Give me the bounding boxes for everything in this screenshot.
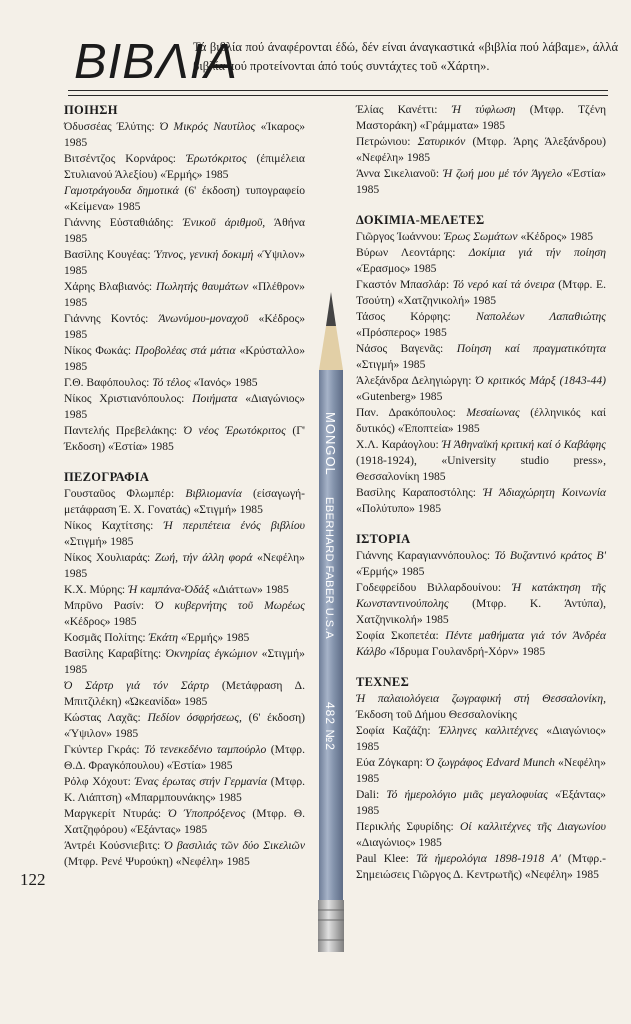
pencil-ferrule — [318, 900, 344, 952]
entry-publication: Άθήνα 1985 — [64, 216, 306, 245]
entry-author: Όδυσσέας Έλύτης: — [64, 120, 155, 133]
entry-publication: (Μτφρ. Ρενέ Ψυρούκη) «Νεφέλη» 1985 — [64, 855, 250, 868]
pencil-brand: MONGOL — [323, 412, 338, 476]
entry-publication: (έλληνικός καί δυτικός) «Έποπτεία» 1985 — [356, 406, 606, 435]
entry-publication: (Μετάφραση Δ. Μπιτζιλέκη) «Ώκεανίδα» 1985 — [64, 679, 305, 708]
book-entry — [64, 742, 305, 774]
entry-author: Έλίας Κανέττι: — [356, 103, 438, 116]
pencil-lead — [326, 292, 336, 326]
entry-title: Έρωτόκριτος — [185, 152, 247, 165]
entry-author: Άντρέι Κούσνιεβιτς: — [64, 839, 161, 852]
book-entry — [356, 437, 606, 485]
entry-publication: «Κρύσταλλο» 1985 — [64, 344, 305, 373]
entry-title: Πέντε μαθήματα γιά τόν Άνδρέα Κάλβο — [356, 629, 606, 658]
book-entry — [64, 550, 305, 582]
book-entry — [356, 373, 606, 405]
entry-publication: (Μτφρ. Άρης Άλεξάνδρου) «Νεφέλη» 1985 — [356, 135, 606, 164]
entry-author: Μπρῦνο Ρασίν: — [64, 599, 145, 612]
entry-publication: «Διαγώνιος» 1985 — [356, 836, 442, 849]
entry-publication: «Ίδρυμα Γουλανδρή-Χόρν» 1985 — [388, 645, 546, 658]
entry-author: Γιάννης Καραγιαννόπουλος: — [356, 549, 491, 562]
header-rule-top — [68, 90, 608, 91]
entry-title: Ή Άθηναϊκή κριτική καί ό Καβάφης — [441, 438, 606, 451]
entry-author: Γ.Θ. Βαφόπουλος: — [64, 376, 150, 389]
entry-publication: «Πολύτυπο» 1985 — [356, 502, 442, 515]
section-title: ΔΟΚΙΜΙΑ-ΜΕΛΕΤΕΣ — [356, 213, 485, 227]
entry-title: Ποίηση καί πραγματικότητα — [456, 342, 606, 355]
book-entry — [356, 485, 606, 517]
entry-publication: «Gutenberg» 1985 — [356, 390, 443, 403]
entry-publication: «Νεφέλη» 1985 — [64, 551, 305, 580]
book-entry — [64, 486, 305, 518]
entry-author: Παν. Δρακόπουλος: — [356, 406, 456, 419]
entry-author: Ρόλφ Χόχουτ: — [64, 775, 131, 788]
section-title: ΤΕΧΝΕΣ — [356, 675, 410, 689]
entry-author: Χ.Λ. Καράογλου: — [356, 438, 439, 451]
section — [64, 102, 305, 455]
entry-publication: «Κέδρος» 1985 — [520, 230, 594, 243]
book-entry — [64, 247, 305, 279]
header-title: ΒΙΒΛΙΑ — [74, 35, 238, 89]
book-entry — [356, 819, 606, 851]
pencil-model: 482 №2 — [323, 702, 337, 751]
right-column — [356, 102, 606, 897]
entry-title: Ναπολέων Λαπαθιώτης — [476, 310, 606, 323]
book-entry — [64, 518, 305, 550]
entry-publication: «Στιγμή» 1985 — [356, 358, 426, 371]
entry-publication: «Κέδρος» 1985 — [64, 312, 305, 341]
section-title: ΠΟΙΗΣΗ — [64, 103, 118, 117]
entry-publication: (Μτφρ. Τζένη Μαστοράκη) «Γράμματα» 1985 — [356, 103, 607, 132]
entry-title: Έκάτη — [148, 631, 178, 644]
entry-title: Έλληνες καλλιτέχνες — [438, 724, 539, 737]
entry-publication: «Έρμής» 1985 — [356, 565, 425, 578]
section — [356, 212, 606, 517]
book-entry — [64, 279, 305, 311]
book-entry — [356, 277, 606, 309]
header-note: Τά βιβλία πού άναφέρονται έδώ, δέν είναι άναγκαστικά «βιβλία πού λάβαμε», άλλά βιβλία πού προτείνονται άπό τούς συντάχτες τοῦ «Χάρτη». — [193, 40, 618, 73]
entry-publication: (Μτφρ.-Σημειώσεις Γιῶργος Δ. Κεντρωτῆς) «Νεφέλη» 1985 — [356, 852, 606, 881]
entry-author: Νίκος Χριστιανόπουλος: — [64, 392, 185, 405]
entry-author: Paul Klee: — [356, 852, 409, 865]
book-entry — [64, 774, 305, 806]
entry-title: Ένας έρωτας στήν Γερμανία — [134, 775, 267, 788]
entry-author: Γοδεφρείδου Βιλλαρδουίνου: — [356, 581, 502, 594]
book-entry — [64, 582, 305, 598]
entry-author: Γιάννης Κοντός: — [64, 312, 149, 325]
entry-author: Άλεξάνδρα Δεληγιώργη: — [356, 374, 472, 387]
book-entry — [64, 119, 305, 151]
book-entry — [356, 166, 606, 198]
entry-author: Τάσος Κόρφης: — [356, 310, 451, 323]
entry-title: Ό Σάρτρ γιά τόν Σάρτρ — [64, 679, 210, 692]
entry-title: Ζωή, τήν άλλη φορά — [154, 551, 253, 564]
entry-publication: (Μτφρ. Ε. Τσούτη) «Χατζηνικολή» 1985 — [356, 278, 606, 307]
entry-author: Βύρων Λεοντάρης: — [356, 246, 456, 259]
entry-author: Κώστας Λαχᾶς: — [64, 711, 141, 724]
pencil-illustration — [310, 292, 352, 952]
entry-author: Γκύντερ Γκράς: — [64, 743, 140, 756]
entry-publication: Έκδοση τοῦ Δήμου Θεσσαλονίκης — [356, 708, 517, 721]
entry-title: Ό κυβερνήτης τοῦ Μωρέως — [155, 599, 306, 612]
entry-title: Πωλητής θαυμάτων — [155, 280, 249, 293]
book-entry — [356, 691, 606, 723]
entry-title: Ό νέος Έρωτόκριτος — [183, 424, 286, 437]
book-entry — [356, 341, 606, 373]
book-entry — [64, 678, 305, 710]
entry-publication: «Διάττων» 1985 — [212, 583, 289, 596]
entry-author: Κοσμᾶς Πολίτης: — [64, 631, 146, 644]
entry-author: Νίκος Χουλιαράς: — [64, 551, 151, 564]
book-entry — [64, 343, 305, 375]
entry-title: Προβολέας στά μάτια — [134, 344, 236, 357]
book-entry — [356, 580, 606, 628]
entry-author: Άννα Σικελιανοῦ: — [356, 167, 440, 180]
entry-title: Ή τύφλωση — [451, 103, 516, 116]
entry-title: Ή Άδιαχώρητη Κοινωνία — [482, 486, 606, 499]
entry-title: Μεσαίωνας — [466, 406, 520, 419]
entry-author: Περικλής Σφυρίδης: — [356, 820, 454, 833]
pencil-maker: EBERHARD FABER U.S.A — [323, 497, 335, 640]
entry-author: Νίκος Φωκάς: — [64, 344, 132, 357]
entry-publication: (έπιμέλεια Στυλιανού Άλεξίου) «Έρμής» 1985 — [64, 152, 306, 181]
entry-author: Γουσταῦος Φλωμπέρ: — [64, 487, 175, 500]
entry-publication: «Κέδρος» 1985 — [64, 615, 137, 628]
entry-title: Γαμοτράγουδα δημοτικά — [64, 184, 179, 197]
entry-title: Τό Βυζαντινό κράτος Β' — [494, 549, 607, 562]
entry-title: Ό Μικρός Ναυτίλος — [159, 120, 256, 133]
entry-title: Οί καλλιτέχνες τῆς Διαγωνίου — [459, 820, 607, 833]
entry-title: Ό βασιλιάς τῶν δύο Σικελιῶν — [164, 839, 305, 852]
entry-title: Ύπνος, γενική δοκιμή — [154, 248, 254, 261]
entry-title: Ό κριτικός Μάρξ (1843-44) — [475, 374, 606, 387]
entry-publication: «Στιγμή» 1985 — [64, 647, 305, 676]
book-entry — [64, 806, 305, 838]
book-entry — [64, 710, 305, 742]
entry-title: Δοκίμια γιά τήν ποίηση — [468, 246, 606, 259]
section-title: ΠΕΖΟΓΡΑΦΙΑ — [64, 470, 150, 484]
entry-title: Τά ήμερολόγια 1898-1918 Α' — [416, 852, 561, 865]
entry-publication: (Μτφρ. Κ. Λιάπτση) «Μπαρμπουνάκης» 1985 — [64, 775, 306, 804]
entry-publication: (1918-1924), «University studio press», Θεσσαλονίκη 1985 — [356, 454, 606, 483]
entry-publication: (είσαγωγή-μετάφραση Έ. Χ. Γονατάς) «Στιγμή» 1985 — [64, 487, 305, 516]
entry-publication: «Πρόσπερος» 1985 — [356, 326, 447, 339]
entry-publication: (6' έκδοση) τυπογραφείο «Κείμενα» 1985 — [64, 184, 305, 213]
entry-publication: «Πλέθρον» 1985 — [64, 280, 305, 309]
entry-author: Νάσος Βαγενᾶς: — [356, 342, 444, 355]
book-entry — [64, 215, 305, 247]
entry-publication: «Έξάντας» 1985 — [356, 788, 606, 817]
entry-author: Βιτσέντζος Κορνάρος: — [64, 152, 176, 165]
book-entry — [64, 838, 305, 870]
entry-author: Μαργκερίτ Ντυράς: — [64, 807, 162, 820]
entry-author: Dali: — [356, 788, 380, 801]
section-title: ΙΣΤΟΡΙΑ — [356, 532, 411, 546]
book-entry — [356, 723, 606, 755]
book-entry — [356, 309, 606, 341]
entry-title: Πεδίον όσφρήσεως, — [147, 711, 242, 724]
page-number: 122 — [20, 870, 46, 889]
entry-title: Ή ζωή μου μέ τόν Άγγελο — [442, 167, 563, 180]
entry-publication: (Μτφρ. Θ.Δ. Φραγκόπουλου) «Έστία» 1985 — [64, 743, 305, 772]
book-entry — [64, 423, 305, 455]
section — [356, 102, 606, 198]
book-entry — [64, 630, 305, 646]
entry-title: Ή καμπάνα-Όδάξ — [128, 583, 210, 596]
entry-title: Ό Ύποπρόξενος — [168, 807, 246, 820]
section — [356, 674, 606, 883]
entry-author: Πετρώνιου: — [356, 135, 411, 148]
entry-author: Χάρης Βλαβιανός: — [64, 280, 153, 293]
entry-publication: «Ύψιλον» 1985 — [64, 248, 306, 277]
entry-author: Γιάννης Εὐσταθιάδης: — [64, 216, 174, 229]
book-entry — [356, 628, 606, 660]
entry-title: Ποιήματα — [192, 392, 238, 405]
entry-author: Σοφία Καζάζη: — [356, 724, 431, 737]
entry-title: Σατυρικόν — [417, 135, 466, 148]
entry-publication: (Μτφρ. Κ. Άντύπα), Χατζηνικολή» 1985 — [356, 597, 606, 626]
book-entry — [356, 755, 606, 787]
entry-title: Ό ζωγράφος Edvard Munch — [426, 756, 555, 769]
entry-title: Τό τέλος — [152, 376, 191, 389]
entry-title: Έρως Σωμάτων — [443, 230, 518, 243]
section — [356, 531, 606, 660]
entry-publication: «Νεφέλη» 1985 — [356, 756, 607, 785]
entry-author: Βασίλης Καραποστόλης: — [356, 486, 476, 499]
entry-publication: «Έρμής» 1985 — [180, 631, 250, 644]
entry-title: Τό νερό καί τά όνειρα — [452, 278, 555, 291]
book-entry — [356, 245, 606, 277]
book-entry — [64, 391, 305, 423]
section — [64, 469, 305, 870]
entry-publication: «Έρασμος» 1985 — [356, 262, 437, 275]
book-entry — [64, 151, 305, 183]
entry-publication: (Μτφρ. Θ. Χατζηφόρου) «Έξάντας» 1985 — [64, 807, 305, 836]
entry-title: Τό τενεκεδένιο ταμπούρλο — [144, 743, 267, 756]
entry-publication: (6' έκδοση) «Ύψιλον» 1985 — [64, 711, 305, 740]
entry-title: Ένικοῦ άριθμοῦ, — [182, 216, 266, 229]
left-column — [64, 102, 305, 884]
book-entry — [356, 134, 606, 166]
book-entry — [356, 229, 606, 245]
entry-publication: «Διαγώνιος» 1985 — [64, 392, 305, 421]
entry-title: Ή παλαιολόγεια ζωγραφική στή Θεσσαλονίκη, — [356, 692, 606, 705]
entry-author: Γκαστόν Μπασλάρ: — [356, 278, 450, 291]
entry-title: Όκνηρίας έγκώμιον — [165, 647, 258, 660]
book-entry — [356, 851, 606, 883]
book-entry — [64, 646, 305, 678]
book-entry — [356, 548, 606, 580]
entry-title: Ή κατάκτηση τῆς Κωνσταντινούπολης — [356, 581, 606, 610]
entry-author: Παντελής Πρεβελάκης: — [64, 424, 178, 437]
pencil-tip — [319, 326, 343, 370]
entry-publication: (Γ' Έκδοση) «Έστία» 1985 — [64, 424, 305, 453]
entry-author: Νίκος Καχτίτσης: — [64, 519, 154, 532]
entry-title: Άνωνύμου-μοναχοῦ — [158, 312, 249, 325]
entry-author: Κ.Χ. Μύρης: — [64, 583, 126, 596]
entry-author: Βασίλης Καραβίτης: — [64, 647, 162, 660]
entry-author: Σοφία Σκοπετέα: — [356, 629, 439, 642]
book-entry — [64, 598, 305, 630]
entry-title: Ή περιπέτεια ένός βιβλίου — [163, 519, 305, 532]
entry-publication: «Στιγμή» 1985 — [64, 535, 134, 548]
book-entry — [64, 183, 305, 215]
entry-publication: «Ίανός» 1985 — [193, 376, 258, 389]
book-entry — [356, 102, 606, 134]
entry-publication: «Διαγώνιος» 1985 — [356, 724, 607, 753]
entry-title: Τό ήμερολόγιο μιᾶς μεγαλοφυίας — [386, 788, 548, 801]
entry-publication: «Έστία» 1985 — [356, 167, 606, 196]
entry-title: Βιβλιομανία — [185, 487, 242, 500]
header-rule-bottom — [68, 95, 608, 96]
book-entry — [356, 787, 606, 819]
entry-author: Γιῶργος Ίωάννου: — [356, 230, 441, 243]
book-entry — [356, 405, 606, 437]
entry-publication: «Ίκαρος» 1985 — [64, 120, 306, 149]
entry-author: Εύα Ζόγκαρη: — [356, 756, 423, 769]
entry-author: Βασίλης Κουγέας: — [64, 248, 151, 261]
book-entry — [64, 311, 305, 343]
book-entry — [64, 375, 305, 391]
